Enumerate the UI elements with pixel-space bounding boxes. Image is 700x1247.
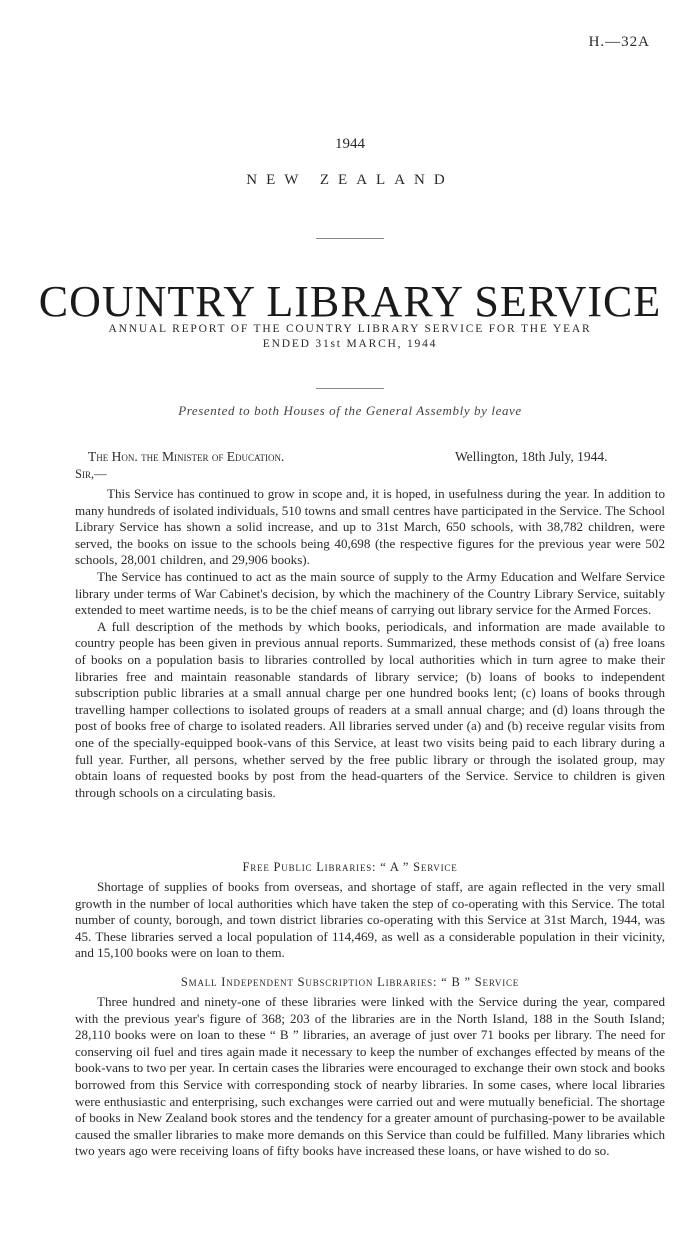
document-title: COUNTRY LIBRARY SERVICE: [38, 277, 662, 326]
addressee: The Hon. the Minister of Education.: [88, 449, 285, 464]
country: NEW ZEALAND: [246, 172, 454, 188]
document-subtitle: ANNUAL REPORT OF THE COUNTRY LIBRARY SERVICE FOR THE YEAR ENDED 31st MARCH, 1944: [108, 323, 592, 350]
paragraph: The Service has continued to act as the main source of supply to the Army Education and Welfare Service library under terms of War Cabinet's decision, by which the machinery of the Country Library Service, suitably extended to meet wartime needs, is to be the chief means of carrying out library service for the Armed Forces.: [75, 568, 665, 618]
paragraph: Three hundred and ninety-one of these libraries were linked with the Service during the year, compared with the previous year's figure of 368; 203 of the libraries are in the North Island, 188 in the South Island; 28,110 books were on loan to these “ B ” libraries, an average of just over 71 books per library. The need for conserving oil fuel and tires again made it necessary to keep the number of exchanges effected by means of the book-vans to two per year. In certain cases the libraries were encouraged to exchange their own stock and books borrowed from this Service with corresponding stock of nearby libraries. In some cases, where local libraries were enthusiastic and enterprising, such exchanges were carried out and were mutually beneficial. The shortage of books in New Zealand book stores and the tendency for a greater amount of purchasing-power to be available caused the smaller libraries to make more demands on this Service than could be fulfilled. Many libraries which two years ago were receiving loans of fifty books have increased these loans, or have wished to do so.: [75, 994, 665, 1159]
divider: [316, 388, 384, 389]
document-reference: H.—32A: [588, 34, 650, 50]
paragraph: A full description of the methods by which books, periodicals, and information are made available to country people has been given in previous annual reports. Summarized, these methods consist of (a) free loans of books on a population basis to libraries controlled by local authorities which in turn agree to make their libraries free and maintain reasonable standards of library service; (b) loans of books to independent subscription public libraries at a small annual charge per one hundred books lent; (c) loans of books through travelling hamper collections to isolated groups of readers at a small annual charge; and (d) loans through the post of books free of charge to isolated readers. All libraries served under (a) and (b) receive regular visits from one of the specially-equipped book-vans of this Service, at least two visits being paid to each library during a full year. Further, all persons, whether served by the free public library or through the isolated group, may obtain loans of requested books by post from the head-quarters of the Service. Service to children is given through schools on a circulating basis.: [75, 618, 665, 800]
place-date: Wellington, 18th July, 1944.: [455, 449, 608, 464]
paragraph: This Service has continued to grow in scope and, it is hoped, in usefulness during the year. In addition to many hundreds of isolated individuals, 510 towns and small centres have participated in the Service. The School Library Service has shown a solid increase, and up to 31st March, 650 schools, with 38,782 children, were served, the books on issue to the schools being 40,698 (the respective figures for the previous year were 502 schools, 28,001 children, and 29,906 books).: [75, 486, 665, 568]
intro-section: [75, 486, 665, 801]
section-heading-b: Small Independent Subscription Libraries: “ B ” Service: [180, 975, 520, 989]
section-a: [75, 879, 665, 962]
presented-line: Presented to both Houses of the General Assembly by leave: [178, 403, 522, 418]
salutation: Sir,—: [75, 467, 107, 481]
section-b: [75, 994, 665, 1160]
year: 1944: [335, 136, 365, 152]
divider: [316, 238, 384, 239]
paragraph: Shortage of supplies of books from overseas, and shortage of staff, are again reflected in the very small growth in the number of local authorities which have taken the step of co-operating with this Service. The total number of county, borough, and town district libraries co-operating with this Service at 31st March, 1944, was 45. These libraries served a local population of 114,469, as well as a considerable population in their vicinity, and 15,100 books were on loan to them.: [75, 879, 665, 961]
section-heading-a: Free Public Libraries: “ A ” Service: [242, 860, 458, 874]
